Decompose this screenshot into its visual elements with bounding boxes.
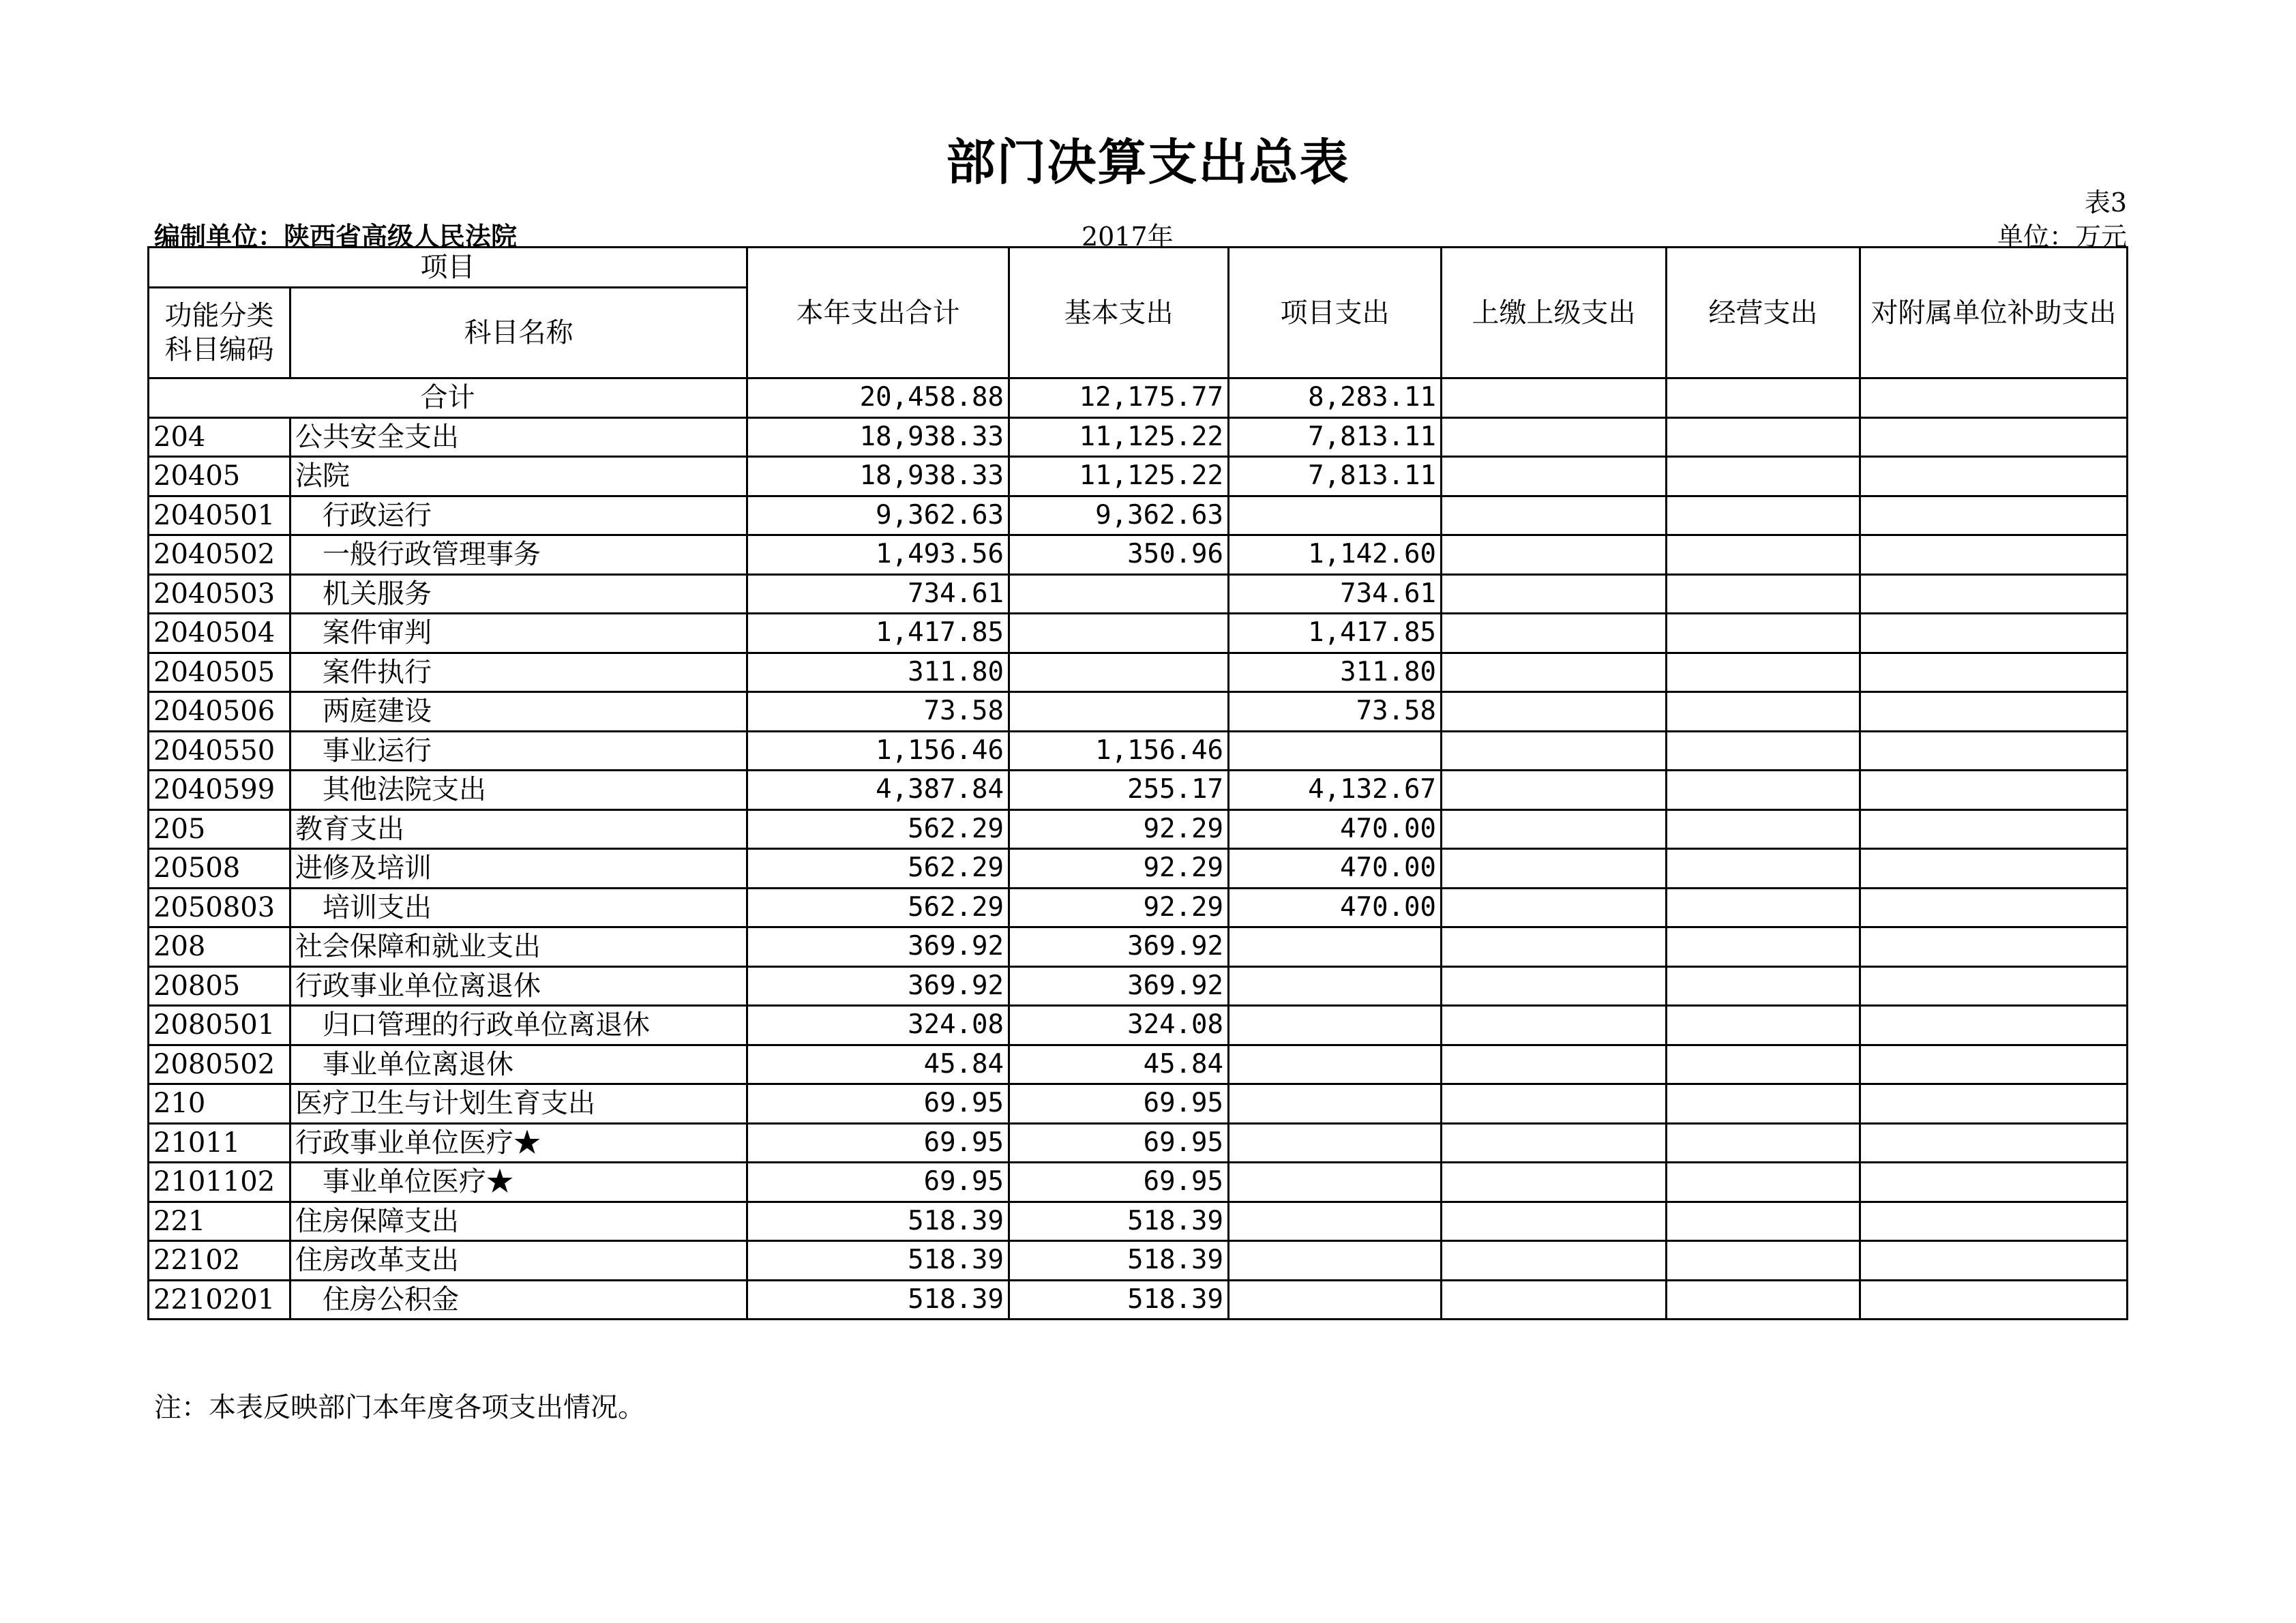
row-upper-cell (1442, 888, 1667, 927)
row-total-cell: 562.29 (747, 888, 1009, 927)
total-upper-cell (1442, 378, 1667, 418)
row-project-cell (1229, 1202, 1442, 1241)
table-number: 表3 (2084, 188, 2127, 218)
row-total-cell: 9,362.63 (747, 496, 1009, 535)
row-business-cell (1667, 574, 1860, 614)
row-subsidy-cell (1860, 574, 2128, 614)
table-row (149, 535, 2128, 575)
table-row (149, 1163, 2128, 1202)
row-upper-cell (1442, 1163, 1667, 1202)
row-project-cell: 7,813.11 (1229, 417, 1442, 457)
header-upper: 上缴上级支出 (1442, 248, 1667, 378)
row-name-cell: 事业单位医疗★ (290, 1163, 747, 1202)
row-subsidy-cell (1860, 496, 2128, 535)
row-subsidy-cell (1860, 692, 2128, 732)
total-row (149, 378, 2128, 418)
row-basic-cell: 324.08 (1009, 1006, 1229, 1045)
row-name-cell: 其他法院支出 (290, 771, 747, 810)
total-business-cell (1667, 378, 1860, 418)
row-basic-cell: 350.96 (1009, 535, 1229, 575)
row-upper-cell (1442, 771, 1667, 810)
table-row (149, 1202, 2128, 1241)
row-name-cell: 案件执行 (290, 653, 747, 692)
row-basic-cell: 92.29 (1009, 849, 1229, 889)
row-business-cell (1667, 849, 1860, 889)
row-code-cell: 20405 (149, 457, 290, 496)
row-name-cell: 进修及培训 (290, 849, 747, 889)
row-basic-cell (1009, 692, 1229, 732)
row-code-cell: 2040505 (149, 653, 290, 692)
row-business-cell (1667, 1123, 1860, 1163)
row-subsidy-cell (1860, 731, 2128, 771)
row-code-cell: 2080502 (149, 1045, 290, 1084)
currency-unit: 单位：万元 (1997, 222, 2127, 252)
table-row (149, 1084, 2128, 1124)
row-subsidy-cell (1860, 1280, 2128, 1320)
row-business-cell (1667, 1084, 1860, 1124)
row-basic-cell (1009, 574, 1229, 614)
row-name-cell: 行政运行 (290, 496, 747, 535)
row-business-cell (1667, 1006, 1860, 1045)
row-upper-cell (1442, 417, 1667, 457)
row-name-cell: 案件审判 (290, 614, 747, 653)
row-subsidy-cell (1860, 771, 2128, 810)
row-name-cell: 事业运行 (290, 731, 747, 771)
row-upper-cell (1442, 496, 1667, 535)
row-subsidy-cell (1860, 653, 2128, 692)
row-subsidy-cell (1860, 457, 2128, 496)
row-total-cell: 73.58 (747, 692, 1009, 732)
row-business-cell (1667, 771, 1860, 810)
row-name-cell: 行政事业单位医疗★ (290, 1123, 747, 1163)
row-project-cell (1229, 731, 1442, 771)
row-total-cell: 369.92 (747, 927, 1009, 967)
row-total-cell: 18,938.33 (747, 417, 1009, 457)
header-subsidy: 对附属单位补助支出 (1860, 248, 2128, 378)
row-upper-cell (1442, 1084, 1667, 1124)
header-business: 经营支出 (1667, 248, 1860, 378)
row-basic-cell: 518.39 (1009, 1202, 1229, 1241)
row-total-cell: 369.92 (747, 966, 1009, 1006)
row-name-cell: 行政事业单位离退休 (290, 966, 747, 1006)
row-basic-cell: 518.39 (1009, 1241, 1229, 1281)
row-project-cell (1229, 1123, 1442, 1163)
row-subsidy-cell (1860, 1123, 2128, 1163)
row-basic-cell: 11,125.22 (1009, 417, 1229, 457)
row-upper-cell (1442, 731, 1667, 771)
row-upper-cell (1442, 809, 1667, 849)
row-code-cell: 2101102 (149, 1163, 290, 1202)
total-basic-cell: 12,175.77 (1009, 378, 1229, 418)
row-basic-cell: 1,156.46 (1009, 731, 1229, 771)
row-code-cell: 20508 (149, 849, 290, 889)
row-basic-cell: 255.17 (1009, 771, 1229, 810)
row-code-cell: 2040501 (149, 496, 290, 535)
row-business-cell (1667, 927, 1860, 967)
row-upper-cell (1442, 535, 1667, 575)
table-row (149, 888, 2128, 927)
table-row (149, 417, 2128, 457)
table-row (149, 1241, 2128, 1281)
table-row (149, 457, 2128, 496)
row-upper-cell (1442, 927, 1667, 967)
row-basic-cell: 69.95 (1009, 1123, 1229, 1163)
row-total-cell: 45.84 (747, 1045, 1009, 1084)
row-upper-cell (1442, 1123, 1667, 1163)
row-business-cell (1667, 731, 1860, 771)
row-project-cell: 4,132.67 (1229, 771, 1442, 810)
row-name-cell: 归口管理的行政单位离退休 (290, 1006, 747, 1045)
row-subsidy-cell (1860, 966, 2128, 1006)
row-project-cell (1229, 1084, 1442, 1124)
row-basic-cell (1009, 653, 1229, 692)
row-total-cell: 324.08 (747, 1006, 1009, 1045)
row-name-cell: 住房保障支出 (290, 1202, 747, 1241)
table-row (149, 1123, 2128, 1163)
header-name: 科目名称 (290, 288, 747, 378)
row-name-cell: 一般行政管理事务 (290, 535, 747, 575)
fiscal-year: 2017年 (1082, 222, 1174, 252)
row-basic-cell: 69.95 (1009, 1084, 1229, 1124)
row-upper-cell (1442, 1045, 1667, 1084)
header-basic: 基本支出 (1009, 248, 1229, 378)
row-business-cell (1667, 1202, 1860, 1241)
row-total-cell: 311.80 (747, 653, 1009, 692)
row-total-cell: 69.95 (747, 1084, 1009, 1124)
row-subsidy-cell (1860, 535, 2128, 575)
row-total-cell: 69.95 (747, 1123, 1009, 1163)
row-name-cell: 事业单位离退休 (290, 1045, 747, 1084)
row-code-cell: 221 (149, 1202, 290, 1241)
row-name-cell: 培训支出 (290, 888, 747, 927)
row-business-cell (1667, 692, 1860, 732)
row-total-cell: 18,938.33 (747, 457, 1009, 496)
row-business-cell (1667, 535, 1860, 575)
row-business-cell (1667, 809, 1860, 849)
row-basic-cell: 92.29 (1009, 809, 1229, 849)
row-total-cell: 69.95 (747, 1163, 1009, 1202)
row-code-cell: 20805 (149, 966, 290, 1006)
row-code-cell: 21011 (149, 1123, 290, 1163)
row-project-cell: 1,417.85 (1229, 614, 1442, 653)
row-project-cell (1229, 966, 1442, 1006)
row-name-cell: 机关服务 (290, 574, 747, 614)
row-upper-cell (1442, 653, 1667, 692)
row-name-cell: 教育支出 (290, 809, 747, 849)
row-business-cell (1667, 966, 1860, 1006)
row-total-cell: 1,493.56 (747, 535, 1009, 575)
row-name-cell: 公共安全支出 (290, 417, 747, 457)
row-upper-cell (1442, 1241, 1667, 1281)
total-label: 合计 (149, 378, 747, 418)
table-row (149, 692, 2128, 732)
row-upper-cell (1442, 1280, 1667, 1320)
table-row (149, 614, 2128, 653)
row-upper-cell (1442, 574, 1667, 614)
row-business-cell (1667, 653, 1860, 692)
row-name-cell: 两庭建设 (290, 692, 747, 732)
row-upper-cell (1442, 966, 1667, 1006)
header-total: 本年支出合计 (747, 248, 1009, 378)
compiling-unit: 编制单位：陕西省高级人民法院 (154, 222, 518, 252)
row-project-cell: 470.00 (1229, 888, 1442, 927)
row-upper-cell (1442, 614, 1667, 653)
row-project-cell: 7,813.11 (1229, 457, 1442, 496)
row-total-cell: 562.29 (747, 849, 1009, 889)
row-business-cell (1667, 1045, 1860, 1084)
row-code-cell: 2040504 (149, 614, 290, 653)
row-code-cell: 2080501 (149, 1006, 290, 1045)
header-project: 项目支出 (1229, 248, 1442, 378)
row-total-cell: 1,417.85 (747, 614, 1009, 653)
row-subsidy-cell (1860, 1202, 2128, 1241)
table-row (149, 731, 2128, 771)
table-row (149, 1280, 2128, 1320)
table-row (149, 927, 2128, 967)
table-row (149, 1045, 2128, 1084)
row-name-cell: 住房改革支出 (290, 1241, 747, 1281)
row-subsidy-cell (1860, 809, 2128, 849)
row-business-cell (1667, 888, 1860, 927)
row-total-cell: 734.61 (747, 574, 1009, 614)
row-code-cell: 2040503 (149, 574, 290, 614)
row-code-cell: 2040550 (149, 731, 290, 771)
row-project-cell (1229, 1045, 1442, 1084)
row-code-cell: 2210201 (149, 1280, 290, 1320)
row-business-cell (1667, 496, 1860, 535)
row-code-cell: 205 (149, 809, 290, 849)
row-name-cell: 社会保障和就业支出 (290, 927, 747, 967)
row-name-cell: 法院 (290, 457, 747, 496)
row-subsidy-cell (1860, 1241, 2128, 1281)
row-upper-cell (1442, 849, 1667, 889)
row-project-cell: 311.80 (1229, 653, 1442, 692)
row-basic-cell: 369.92 (1009, 966, 1229, 1006)
row-basic-cell: 11,125.22 (1009, 457, 1229, 496)
expense-table (147, 246, 2128, 1320)
row-upper-cell (1442, 1202, 1667, 1241)
row-business-cell (1667, 614, 1860, 653)
row-code-cell: 208 (149, 927, 290, 967)
table-row (149, 809, 2128, 849)
row-subsidy-cell (1860, 1163, 2128, 1202)
row-code-cell: 22102 (149, 1241, 290, 1281)
row-subsidy-cell (1860, 1084, 2128, 1124)
total-subsidy-cell (1860, 378, 2128, 418)
table-row (149, 966, 2128, 1006)
row-project-cell (1229, 1006, 1442, 1045)
row-subsidy-cell (1860, 417, 2128, 457)
total-sum-cell: 20,458.88 (747, 378, 1009, 418)
row-subsidy-cell (1860, 1006, 2128, 1045)
row-total-cell: 518.39 (747, 1280, 1009, 1320)
row-project-cell (1229, 927, 1442, 967)
row-business-cell (1667, 1163, 1860, 1202)
row-upper-cell (1442, 692, 1667, 732)
total-project-cell: 8,283.11 (1229, 378, 1442, 418)
row-business-cell (1667, 417, 1860, 457)
row-code-cell: 2040599 (149, 771, 290, 810)
row-basic-cell: 9,362.63 (1009, 496, 1229, 535)
table-row (149, 1006, 2128, 1045)
header-row-top (149, 248, 2128, 288)
header-code: 功能分类科目编码 (149, 288, 290, 378)
row-code-cell: 2040506 (149, 692, 290, 732)
row-business-cell (1667, 1241, 1860, 1281)
row-basic-cell: 518.39 (1009, 1280, 1229, 1320)
row-project-cell: 734.61 (1229, 574, 1442, 614)
row-code-cell: 204 (149, 417, 290, 457)
row-project-cell (1229, 1280, 1442, 1320)
row-subsidy-cell (1860, 927, 2128, 967)
row-code-cell: 2040502 (149, 535, 290, 575)
row-subsidy-cell (1860, 614, 2128, 653)
table-row (149, 574, 2128, 614)
row-subsidy-cell (1860, 888, 2128, 927)
row-basic-cell: 69.95 (1009, 1163, 1229, 1202)
row-subsidy-cell (1860, 849, 2128, 889)
row-project-cell (1229, 1163, 1442, 1202)
row-basic-cell (1009, 614, 1229, 653)
row-name-cell: 住房公积金 (290, 1280, 747, 1320)
header-item-group: 项目 (149, 248, 747, 288)
row-project-cell (1229, 496, 1442, 535)
row-total-cell: 518.39 (747, 1202, 1009, 1241)
table-row (149, 849, 2128, 889)
row-business-cell (1667, 457, 1860, 496)
row-project-cell: 470.00 (1229, 849, 1442, 889)
row-name-cell: 医疗卫生与计划生育支出 (290, 1084, 747, 1124)
row-basic-cell: 45.84 (1009, 1045, 1229, 1084)
row-total-cell: 1,156.46 (747, 731, 1009, 771)
row-code-cell: 210 (149, 1084, 290, 1124)
table-row (149, 771, 2128, 810)
row-business-cell (1667, 1280, 1860, 1320)
row-project-cell (1229, 1241, 1442, 1281)
table-row (149, 496, 2128, 535)
row-basic-cell: 369.92 (1009, 927, 1229, 967)
row-project-cell: 1,142.60 (1229, 535, 1442, 575)
row-project-cell: 470.00 (1229, 809, 1442, 849)
row-code-cell: 2050803 (149, 888, 290, 927)
row-total-cell: 518.39 (747, 1241, 1009, 1281)
row-upper-cell (1442, 457, 1667, 496)
table-row (149, 653, 2128, 692)
row-total-cell: 4,387.84 (747, 771, 1009, 810)
page-title: 部门决算支出总表 (946, 134, 1350, 191)
footnote: 注：本表反映部门本年度各项支出情况。 (154, 1392, 645, 1423)
row-subsidy-cell (1860, 1045, 2128, 1084)
row-total-cell: 562.29 (747, 809, 1009, 849)
row-upper-cell (1442, 1006, 1667, 1045)
row-basic-cell: 92.29 (1009, 888, 1229, 927)
row-project-cell: 73.58 (1229, 692, 1442, 732)
